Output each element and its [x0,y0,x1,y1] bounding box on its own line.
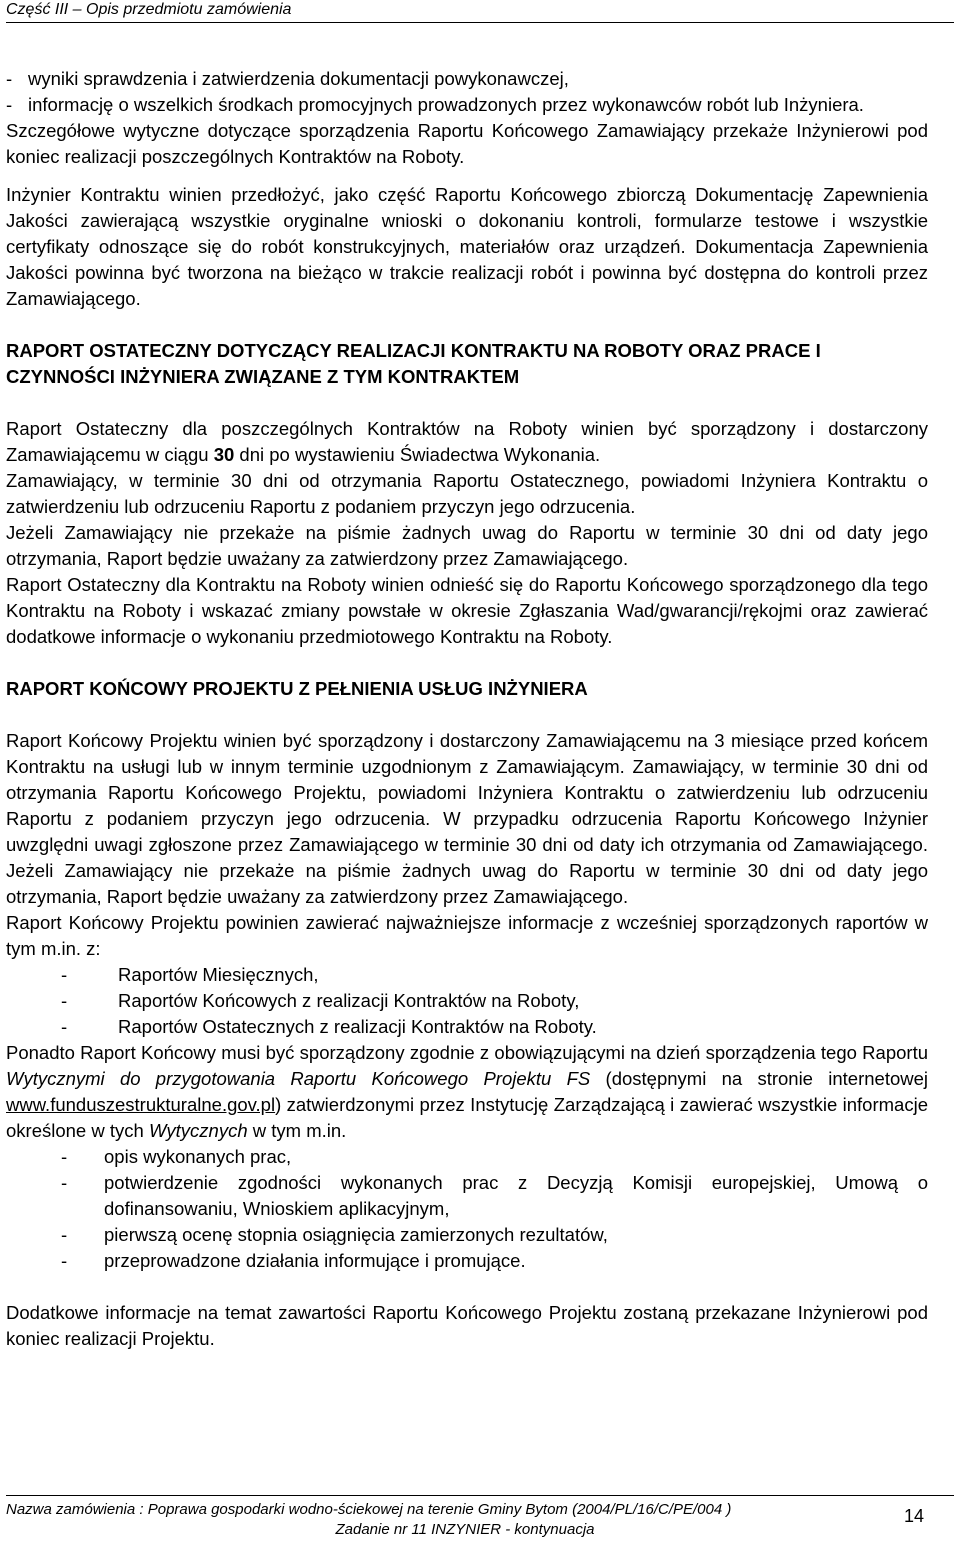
list-item: - wyniki sprawdzenia i zatwierdzenia dokumentacji powykonawczej, [6,68,569,89]
website-link[interactable]: www.funduszestrukturalne.gov.pl [6,1094,276,1115]
paragraph: Szczegółowe wytyczne dotyczące sporządzenia Raportu Końcowego Zamawiający przekaże Inżynierowi pod koniec realizacji poszczególnych Kontraktów na Roboty. [6,120,928,167]
list-item: - pierwszą ocenę stopnia osiągnięcia zamierzonych rezultatów, [61,1224,608,1245]
footer-line-2: Zadanie nr 11 INZYNIER - kontynuacja [335,1521,595,1538]
footer-line-1: Nazwa zamówienia : Poprawa gospodarki wodno-ściekowej na terenie Gminy Bytom (2004/PL/16/C/PE/004 ) [6,1501,732,1518]
paragraph: Zamawiający, w terminie 30 dni od otrzymania Raportu Ostatecznego, powiadomi Inżyniera Kontraktu o zatwierdzeniu lub odrzuceniu Raportu z podaniem przyczyn jego odrzucenia. [6,470,928,517]
paragraph: Dodatkowe informacje na temat zawartości Raportu Końcowego Projektu zostaną przekazane Inżynierowi pod koniec realizacji Projektu. [6,1302,928,1349]
list-item: - opis wykonanych prac, [61,1146,292,1167]
page-header [6,0,954,23]
document-body [6,66,928,1352]
list-item: - przeprowadzone działania informujące i promujące. [61,1250,526,1271]
list-item: - Raportów Ostatecznych z realizacji Kontraktów na Roboty. [61,1016,597,1037]
paragraph: Jeżeli Zamawiający nie przekaże na piśmie żadnych uwag do Raportu w terminie 30 dni od daty jego otrzymania, Raport będzie uważany za zatwierdzony przez Zamawiającego. [6,522,928,569]
paragraph: Ponadto Raport Końcowy musi być sporządzony zgodnie z obowiązującymi na dzień sporządzenia tego Raportu Wytycznymi do przygotowania Raportu Końcowego Projektu FS (dostępnymi na stronie internetowej www.funduszestrukturalne.gov.pl) zatwierdzonymi przez Instytucję Zarządzającą i zawierać wszystkie informacje określone w tych Wytycznych w tym m.in. [6,1042,929,1141]
section-heading: RAPORT OSTATECZNY DOTYCZĄCY REALIZACJI KONTRAKTU NA ROBOTY ORAZ PRACE I CZYNNOŚCI INŻYNIERA ZWIĄZANE Z TYM KONTRAKTEM [6,340,821,387]
paragraph: Raport Ostateczny dla poszczególnych Kontraktów na Roboty winien być sporządzony i dostarczony Zamawiającemu w ciągu 30 dni po wystawieniu Świadectwa Wykonania. [6,418,928,465]
list-item: - informację o wszelkich środkach promocyjnych prowadzonych przez wykonawców robót lub Inżyniera. [6,94,864,115]
paragraph: Raport Końcowy Projektu winien być sporządzony i dostarczony Zamawiającemu na 3 miesiące przed końcem Kontraktu na usługi lub w innym terminie uzgodnionym z Zamawiającym. Zamawiający, w terminie 30 dni od otrzymania Raportu Końcowego Projektu, powiadomi Inżyniera Kontraktu o zatwierdzeniu lub odrzuceniu Raportu z podaniem przyczyn jego odrzucenia. W przypadku odrzucenia Raportu Końcowego Inżynier uwzględni uwagi zgłoszone przez Zamawiającego w terminie 30 dni od daty ich otrzymania od Zamawiającego. Jeżeli Zamawiający nie przekaże na piśmie żadnych uwag do Raportu w terminie 30 dni od daty jego otrzymania, Raport będzie uważany za zatwierdzony przez Zamawiającego. [6,730,928,907]
page-footer [6,1495,954,1540]
paragraph: Inżynier Kontraktu winien przedłożyć, jako część Raportu Końcowego zbiorczą Dokumentację Zapewnienia Jakości zawierającą wszystkie oryginalne wnioski o dokonaniu kontroli, formularze testowe i wszystkie certyfikaty odnoszące się do robót konstrukcyjnych, materiałów oraz urządzeń. Dokumentacja Zapewnienia Jakości powinna być tworzona na bieżąco w trakcie realizacji robót i powinna być dostępna do kontroli przez Zamawiającego. [6,184,928,309]
section-heading: RAPORT KOŃCOWY PROJEKTU Z PEŁNIENIA USŁUG INŻYNIERA [6,678,588,699]
paragraph: Raport Ostateczny dla Kontraktu na Roboty winien odnieść się do Raportu Końcowego sporządzonego dla tego Kontraktu na Roboty i wskazać zmiany powstałe w okresie Zgłaszania Wad/gwarancji/rękojmi oraz zawierać dodatkowe informacje o wykonaniu przedmiotowego Kontraktu na Roboty. [6,574,928,647]
header-title: Część III – Opis przedmiotu zamówienia [6,1,292,18]
page-number: 14 [903,1506,924,1526]
list-item: - potwierdzenie zgodności wykonanych prac z Decyzją Komisji europejskiej, Umową o dofinansowaniu, Wnioskiem aplikacyjnym, [61,1172,928,1219]
list-item: - Raportów Miesięcznych, [61,964,319,985]
paragraph: Raport Końcowy Projektu powinien zawierać najważniejsze informacje z wcześniej sporządzonych raportów w tym m.in. z: [6,912,928,959]
list-item: - Raportów Końcowych z realizacji Kontraktów na Roboty, [61,990,580,1011]
